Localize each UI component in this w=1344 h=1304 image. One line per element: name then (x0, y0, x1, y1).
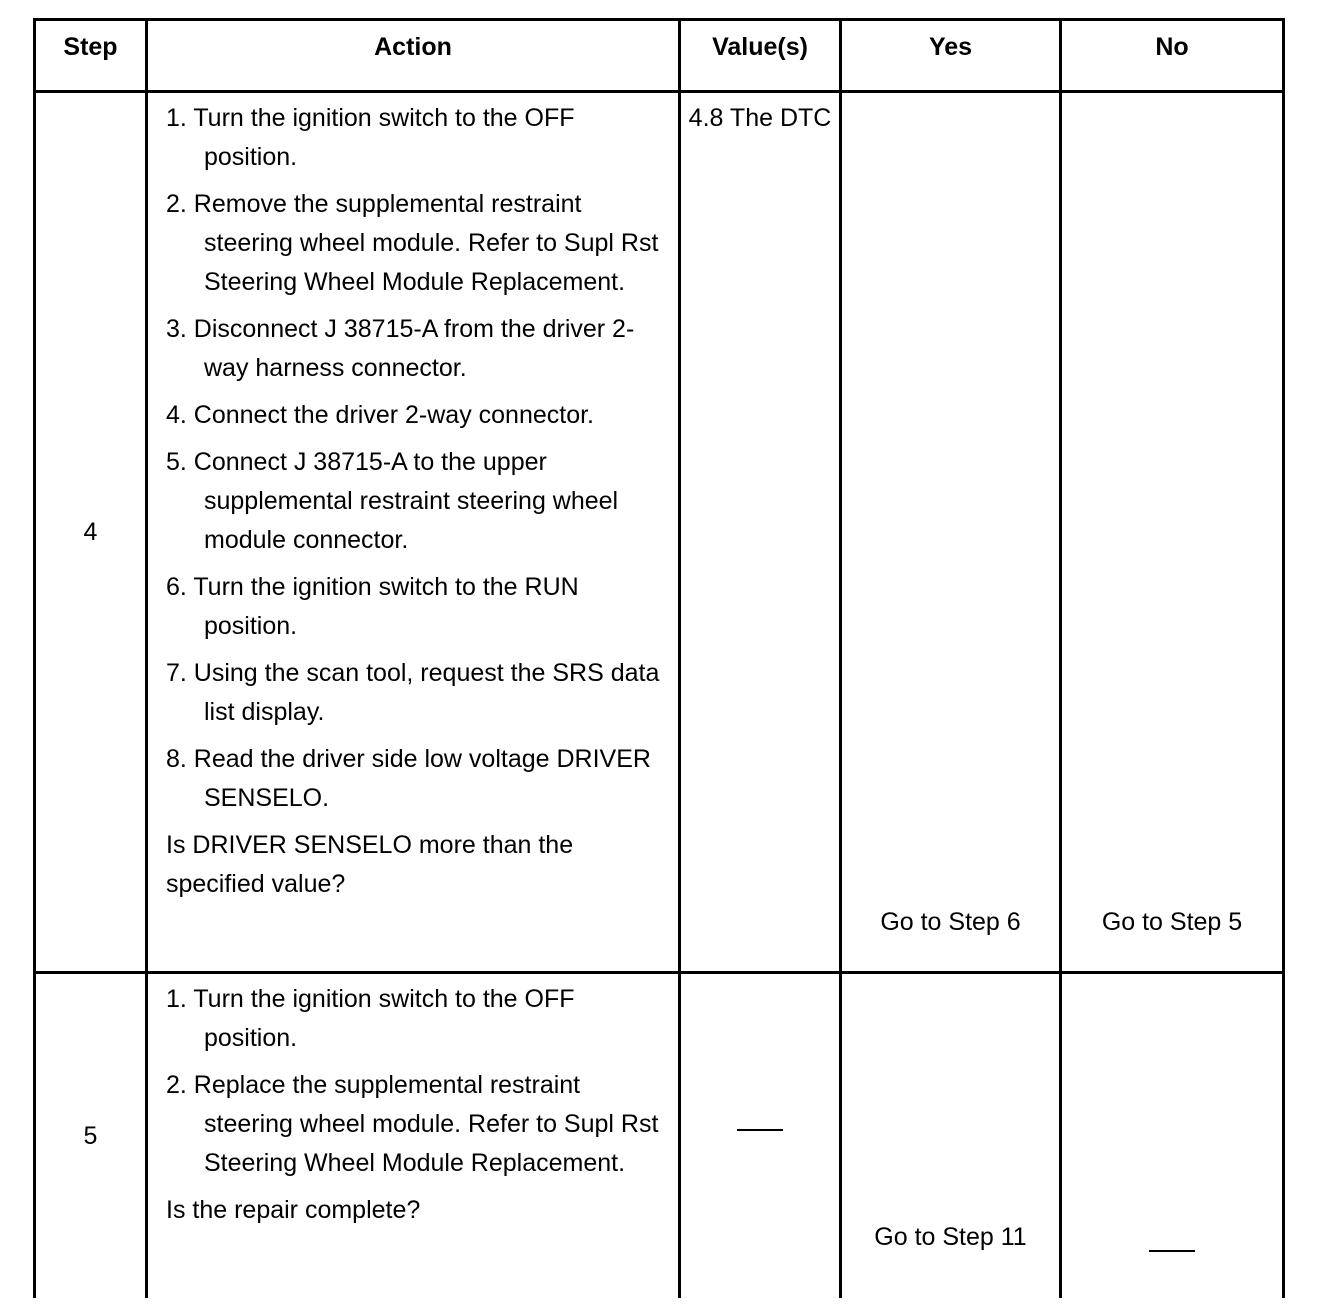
yes-outcome: Go to Step 11 (874, 1223, 1027, 1251)
value-cell (680, 973, 841, 1299)
step-number: 4 (35, 92, 147, 973)
table-row-step-4 (35, 92, 1284, 973)
action-cell (147, 92, 680, 973)
action-question: Is DRIVER SENSELO more than the specified value? (166, 831, 574, 898)
action-list (166, 99, 670, 818)
diagnostic-table (33, 18, 1285, 1298)
action-list (166, 980, 670, 1183)
action-question: Is the repair complete? (166, 1196, 421, 1224)
header-step: Step (35, 20, 147, 92)
value-cell: 4.8 The DTC (680, 92, 841, 973)
step-number: 5 (35, 973, 147, 1299)
empty-no-dash (1149, 1250, 1195, 1252)
action-item: 6. Turn the ignition switch to the RUN position. (166, 573, 579, 640)
header-no: No (1061, 20, 1284, 92)
header-row (35, 20, 1284, 92)
no-cell (1061, 973, 1284, 1299)
yes-cell (841, 92, 1061, 973)
action-item: 2. Remove the supplemental restraint steering wheel module. Refer to Supl Rst Steering Wheel Module Replacement. (166, 190, 659, 296)
action-item: 3. Disconnect J 38715-A from the driver 2-way harness connector. (166, 315, 635, 382)
action-cell (147, 973, 680, 1299)
action-item: 8. Read the driver side low voltage DRIVER SENSELO. (166, 745, 651, 812)
header-yes: Yes (841, 20, 1061, 92)
table-row-step-5 (35, 973, 1284, 1299)
header-values: Value(s) (680, 20, 841, 92)
yes-outcome: Go to Step 6 (880, 908, 1021, 936)
action-item: 1. Turn the ignition switch to the OFF position. (166, 985, 575, 1052)
header-action: Action (147, 20, 680, 92)
no-cell (1061, 92, 1284, 973)
action-item: 5. Connect J 38715-A to the upper supplemental restraint steering wheel module connector. (166, 448, 619, 554)
action-item: 2. Replace the supplemental restraint steering wheel module. Refer to Supl Rst Steering Wheel Module Replacement. (166, 1071, 659, 1177)
action-item: 7. Using the scan tool, request the SRS data list display. (166, 659, 660, 726)
yes-cell (841, 973, 1061, 1299)
empty-value-dash (737, 1129, 783, 1131)
action-item: 4. Connect the driver 2-way connector. (166, 401, 595, 429)
no-outcome: Go to Step 5 (1101, 908, 1243, 936)
action-item: 1. Turn the ignition switch to the OFF position. (166, 104, 575, 171)
